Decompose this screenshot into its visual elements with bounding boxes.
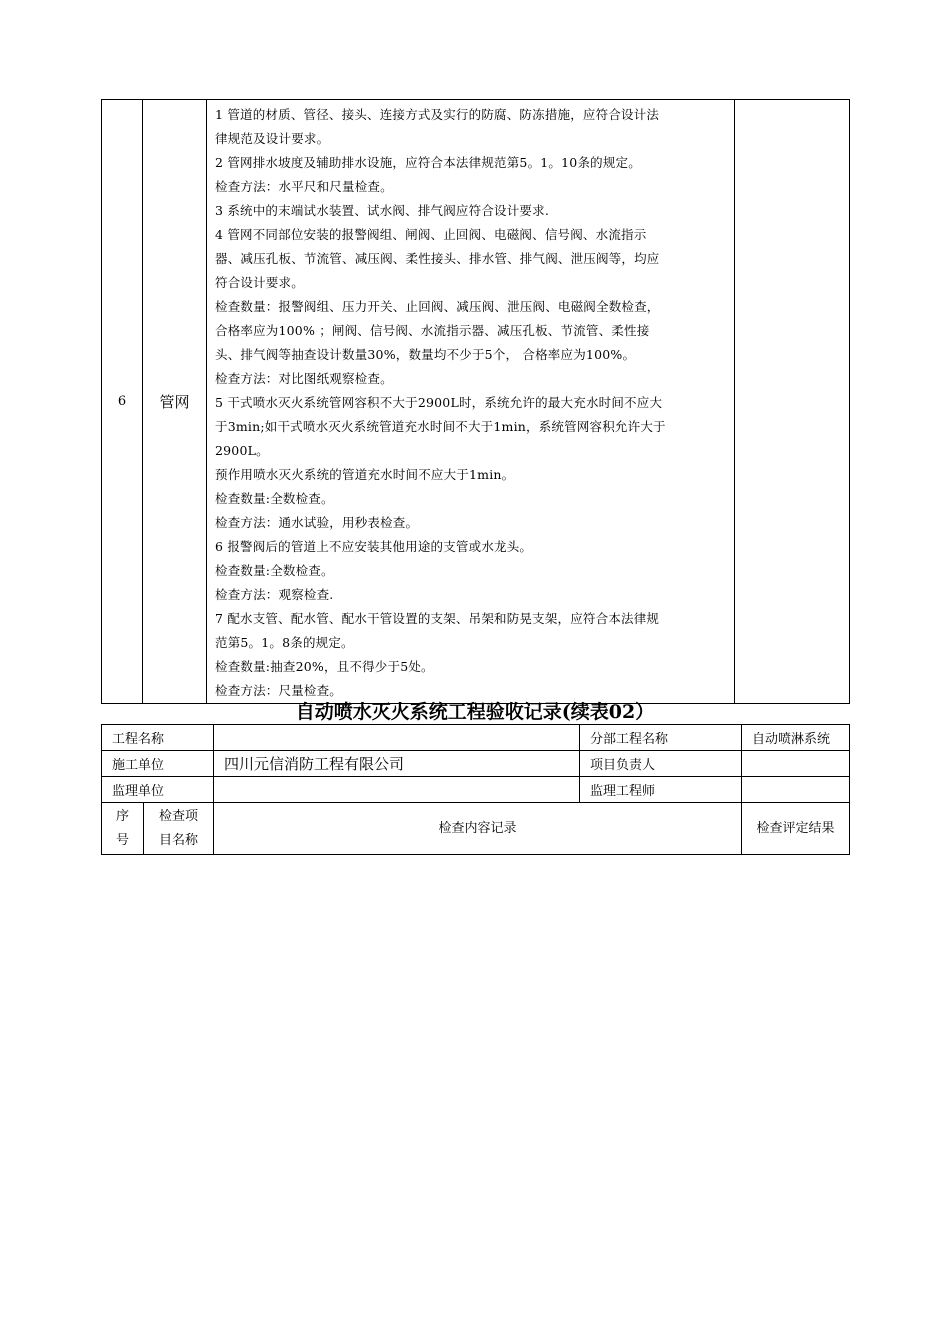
- content-line: 检查数量：报警阀组、压力开关、止回阀、减压阀、泄压阀、电磁阀全数检查，: [215, 299, 660, 314]
- content-line: 6 报警阀后的管道上不应安装其他用途的支管或水龙头。: [215, 539, 533, 554]
- content-line: 检查数量:全数检查。: [215, 563, 334, 578]
- inspection-table-header: [101, 724, 850, 855]
- col-seq-line: 号: [115, 832, 129, 848]
- content-line: 检查方法：观察检查.: [215, 587, 334, 602]
- col-content: 检查内容记录: [214, 803, 742, 855]
- column-header-row: [102, 803, 850, 855]
- content-line: 于3min;如干式喷水灭火系统管道充水时间不大于1min，系统管网容积允许大于: [215, 419, 666, 434]
- col-result: 检查评定结果: [742, 803, 850, 855]
- content-line: 2900L。: [215, 443, 269, 458]
- col-item-name: [144, 803, 214, 855]
- content-line: 检查方法：通水试验，用秒表检查。: [215, 515, 419, 530]
- content-line: 4 管网不同部位安装的报警阀组、闸阀、止回阀、电磁阀、信号阀、水流指示: [215, 227, 647, 242]
- table-row: [102, 777, 850, 803]
- contractor-label: 施工单位: [102, 751, 214, 777]
- content-line: 检查方法：水平尺和尺量检查。: [215, 179, 393, 194]
- content-line: 符合设计要求。: [215, 275, 304, 290]
- col-seq-line: 序: [115, 808, 129, 824]
- sub-project-value: 自动喷淋系统: [742, 725, 850, 751]
- manager-label: 项目负责人: [580, 751, 742, 777]
- content-record: [207, 100, 735, 704]
- content-line: 合格率应为100% ；闸阀、信号阀、水流指示器、减压孔板、节流管、柔性接: [215, 323, 650, 338]
- content-line: 律规范及设计要求。: [215, 131, 330, 146]
- project-name-value: [214, 725, 580, 751]
- table-row: [102, 751, 850, 777]
- supervisor-value: [214, 777, 580, 803]
- table-row: [102, 100, 850, 704]
- project-name-label: 工程名称: [102, 725, 214, 751]
- content-line: 5 干式喷水灭火系统管网容积不大于2900L时，系统允许的最大充水时间不应大: [215, 395, 663, 410]
- content-line: 预作用喷水灭火系统的管道充水时间不应大于1min。: [215, 467, 515, 482]
- engineer-label: 监理工程师: [580, 777, 742, 803]
- content-line: 头、排气阀等抽查设计数量30%，数量均不少于5个， 合格率应为100%。: [215, 347, 636, 362]
- content-line: 检查方法：对比图纸观察检查。: [215, 371, 393, 386]
- content-line: 1 管道的材质、管径、接头、连接方式及实行的防腐、防冻措施，应符合设计法: [215, 107, 660, 122]
- contractor-value: 四川元信消防工程有限公司: [214, 751, 580, 777]
- engineer-value: [742, 777, 850, 803]
- sub-project-label: 分部工程名称: [580, 725, 742, 751]
- item-name: 管网: [143, 100, 207, 704]
- content-line: 7 配水支管、配水管、配水干管设置的支架、吊架和防晃支架，应符合本法律规: [215, 611, 660, 626]
- content-line: 范第5。1。8条的规定。: [215, 635, 354, 650]
- result-cell: [735, 100, 850, 704]
- inspection-table-part1: [101, 99, 850, 704]
- col-seq: [102, 803, 144, 855]
- row-number: 6: [102, 100, 143, 704]
- col-item-line: 目名称: [159, 832, 199, 848]
- manager-value: [742, 751, 850, 777]
- col-item-line: 检查项: [159, 808, 199, 824]
- content-line: 检查数量:抽查20%，且不得少于5处。: [215, 659, 434, 674]
- page-title: 自动喷水灭火系统工程验收记录(续表02）: [295, 701, 655, 723]
- table-row: [102, 725, 850, 751]
- supervisor-label: 监理单位: [102, 777, 214, 803]
- content-line: 器、减压孔板、节流管、减压阀、柔性接头、排水管、排气阀、泄压阀等，均应: [215, 251, 660, 266]
- content-line: 检查数量:全数检查。: [215, 491, 334, 506]
- content-line: 3 系统中的末端试水装置、试水阀、排气阀应符合设计要求.: [215, 203, 550, 218]
- content-line: 检查方法：尺量检查。: [215, 683, 343, 698]
- content-line: 2 管网排水坡度及辅助排水设施，应符合本法律规范第5。1。10条的规定。: [215, 155, 641, 170]
